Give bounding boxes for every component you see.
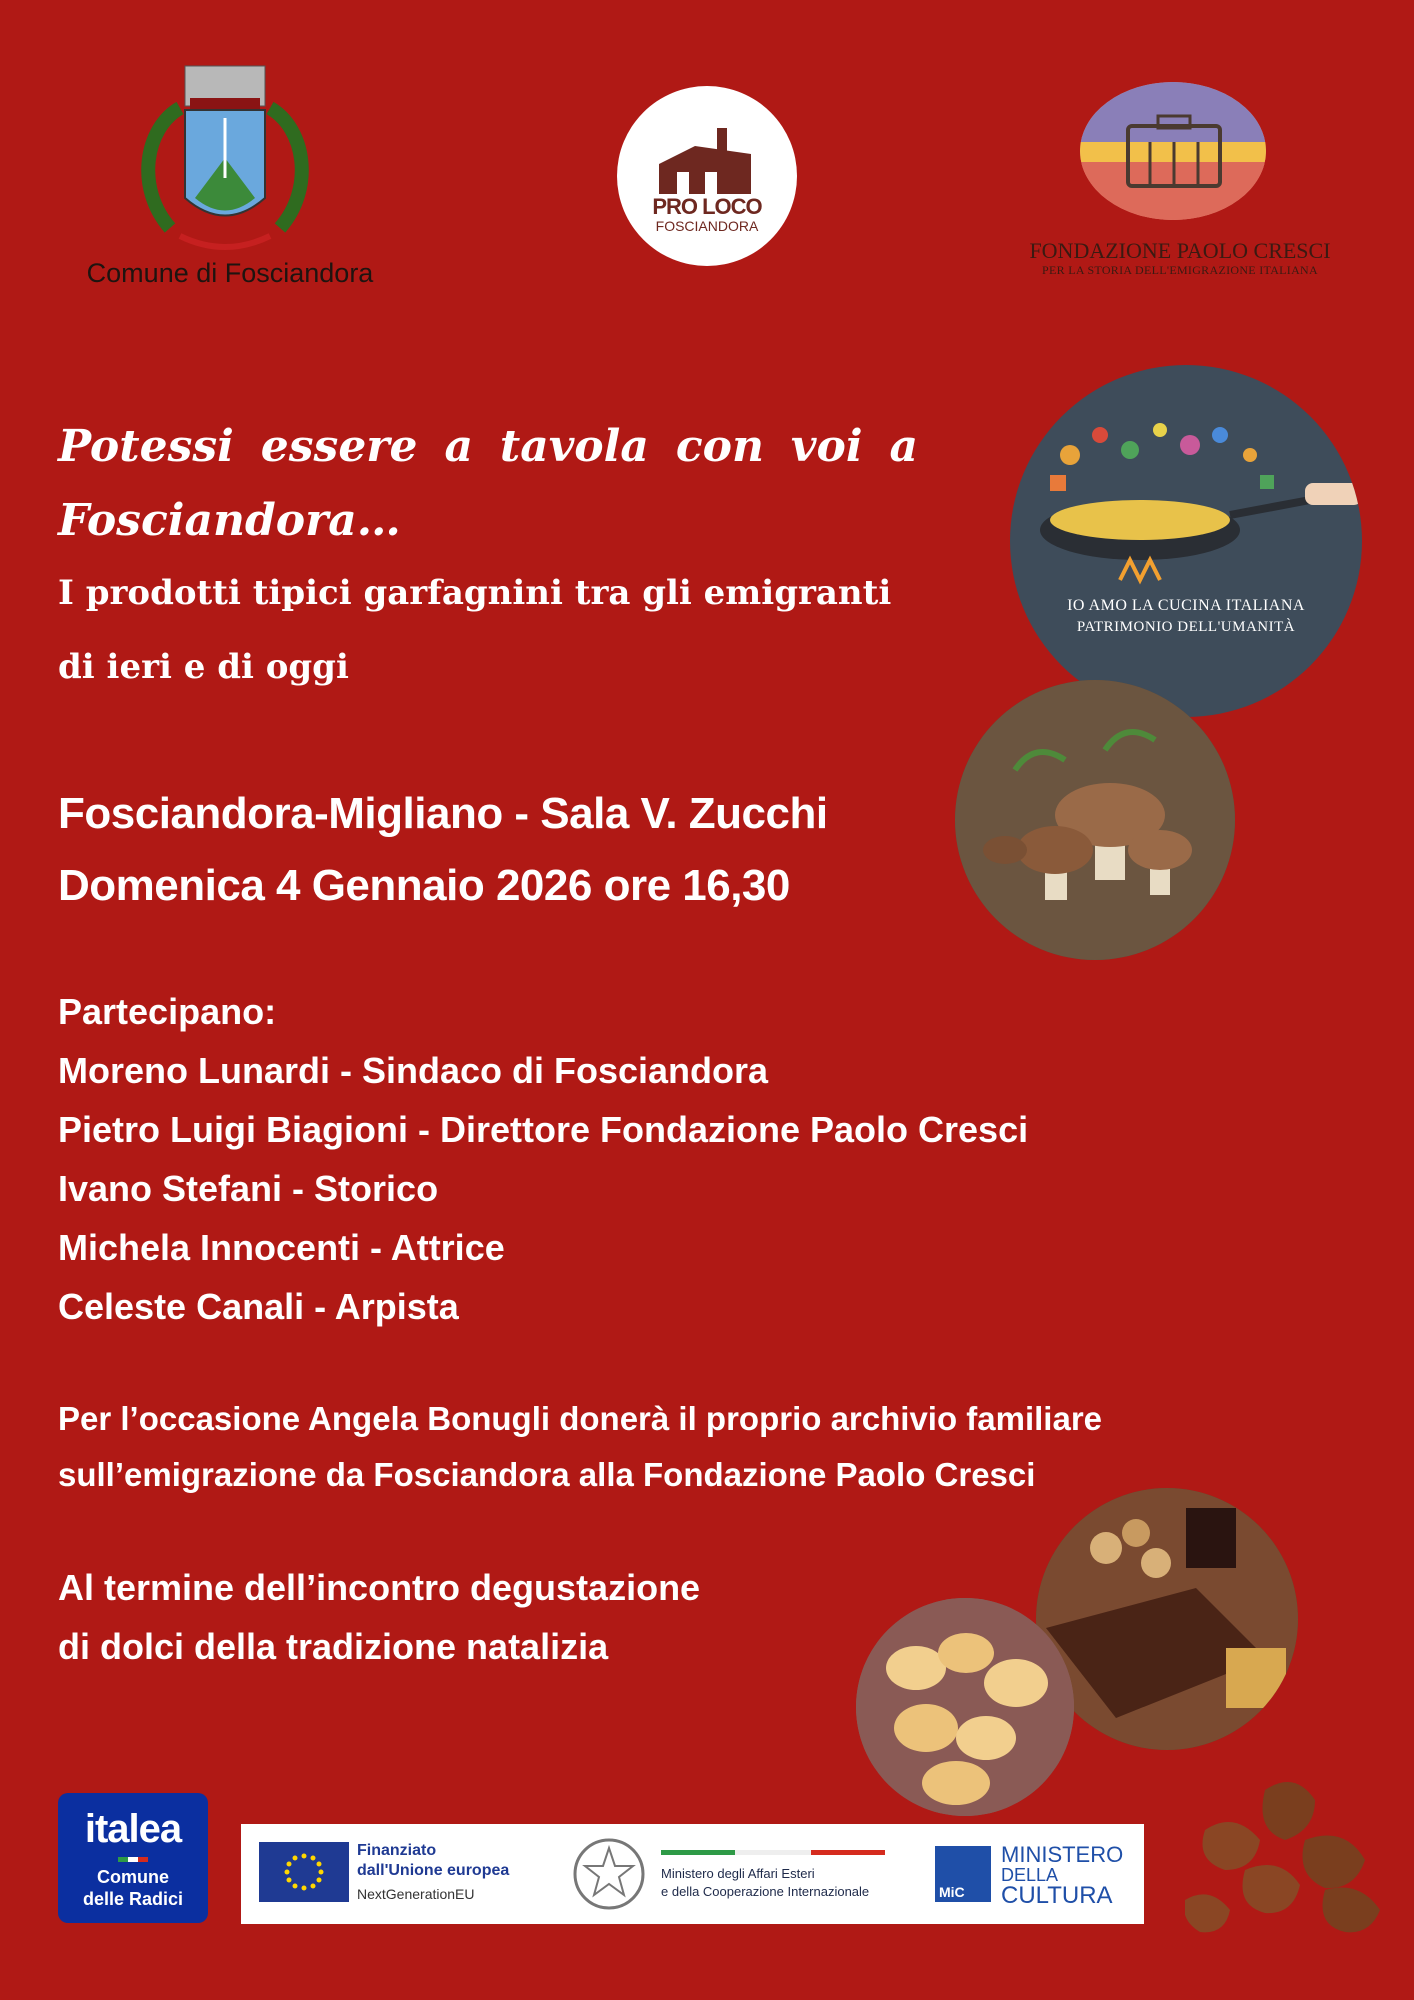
mic-line-1: MINISTERO (1001, 1842, 1124, 1867)
mic-line-3: CULTURA (1001, 1882, 1113, 1909)
eu-line-1: Finanziato (357, 1842, 437, 1859)
event-title: Potessi essere a tavola con voi a Fosciandora… (58, 421, 918, 546)
italea-name: italea (84, 1807, 182, 1851)
italea-logo (58, 1793, 208, 1923)
note-line-2: sull’emigrazione da Fosciandora alla Fondazione Paolo Cresci (58, 1456, 1036, 1493)
proloco-name: PRO LOCO (652, 194, 762, 219)
chestnuts-icon (1185, 1770, 1385, 1940)
comune-label: Comune di Fosciandora (86, 258, 374, 288)
participant-item: Celeste Canali - Arpista (58, 1286, 459, 1327)
biscuit-icon (856, 1598, 1074, 1816)
subtitle-line-1: I prodotti tipici garfagnini tra gli emigranti (58, 573, 892, 613)
tasting-line-1: Al termine dell’incontro degustazione (58, 1567, 701, 1608)
mic-logo (935, 1846, 991, 1902)
fpc-logo (1080, 82, 1266, 220)
italian-republic-emblem-icon (571, 1836, 647, 1912)
eu-line-3: NextGenerationEU (357, 1886, 475, 1902)
italian-flag-icon (118, 1857, 148, 1862)
biscuits-image (856, 1598, 1074, 1816)
mae-line-1: Ministero degli Affari Esteri (661, 1866, 815, 1881)
participant-item: Moreno Lunardi - Sindaco di Fosciandora (58, 1050, 769, 1091)
mic-line-2: DELLA (1001, 1865, 1059, 1885)
unesco-line-2: PATRIMONIO DELL'UMANITÀ (1076, 619, 1296, 635)
participant-item: Michela Innocenti - Attrice (58, 1227, 505, 1268)
fpc-subtitle: PER LA STORIA DELL'EMIGRAZIONE ITALIANA (1042, 263, 1318, 277)
chocolate-icon (1036, 1488, 1298, 1750)
cucina-italiana-image (1010, 365, 1362, 717)
donation-note (58, 1391, 1258, 1503)
chocolate-image (1036, 1488, 1298, 1750)
pan-illustration-icon (1010, 365, 1362, 717)
mushrooms-image (955, 680, 1235, 960)
fpc-title: FONDAZIONE PAOLO CRESCI (1029, 238, 1331, 263)
mic-box-text: MiC (939, 1884, 965, 1900)
event-details (58, 778, 958, 922)
participants-section (58, 982, 1158, 1336)
suitcase-icon (1080, 82, 1266, 220)
event-subtitle (58, 556, 958, 704)
proloco-place: FOSCIANDORA (655, 218, 759, 234)
proloco-house-icon (655, 124, 759, 194)
italea-sub-1: Comune (97, 1867, 169, 1887)
event-location: Fosciandora-Migliano - Sala V. Zucchi (58, 789, 828, 838)
participant-item: Pietro Luigi Biagioni - Direttore Fondazione Paolo Cresci (58, 1109, 1029, 1150)
participants-heading: Partecipano: (58, 991, 277, 1032)
eu-flag-icon (259, 1842, 349, 1902)
proloco-logo (617, 86, 797, 266)
subtitle-line-2: di ieri e di oggi (58, 647, 349, 687)
mae-stripe-icon (661, 1850, 885, 1855)
event-date: Domenica 4 Gennaio 2026 ore 16,30 (58, 861, 790, 910)
eu-line-2: dall'Unione europea (357, 1862, 510, 1879)
participant-item: Ivano Stefani - Storico (58, 1168, 439, 1209)
mushroom-icon (955, 680, 1235, 960)
tasting-line-2: di dolci della tradizione natalizia (58, 1626, 609, 1667)
note-line-1: Per l’occasione Angela Bonugli donerà il proprio archivio familiare (58, 1400, 1103, 1437)
mae-line-2: e della Cooperazione Internazionale (661, 1884, 870, 1899)
italea-sub-2: delle Radici (82, 1889, 184, 1909)
sponsor-banner (241, 1824, 1144, 1924)
comune-crest-icon (140, 58, 310, 258)
unesco-line-1: IO AMO LA CUCINA ITALIANA (1067, 597, 1305, 614)
